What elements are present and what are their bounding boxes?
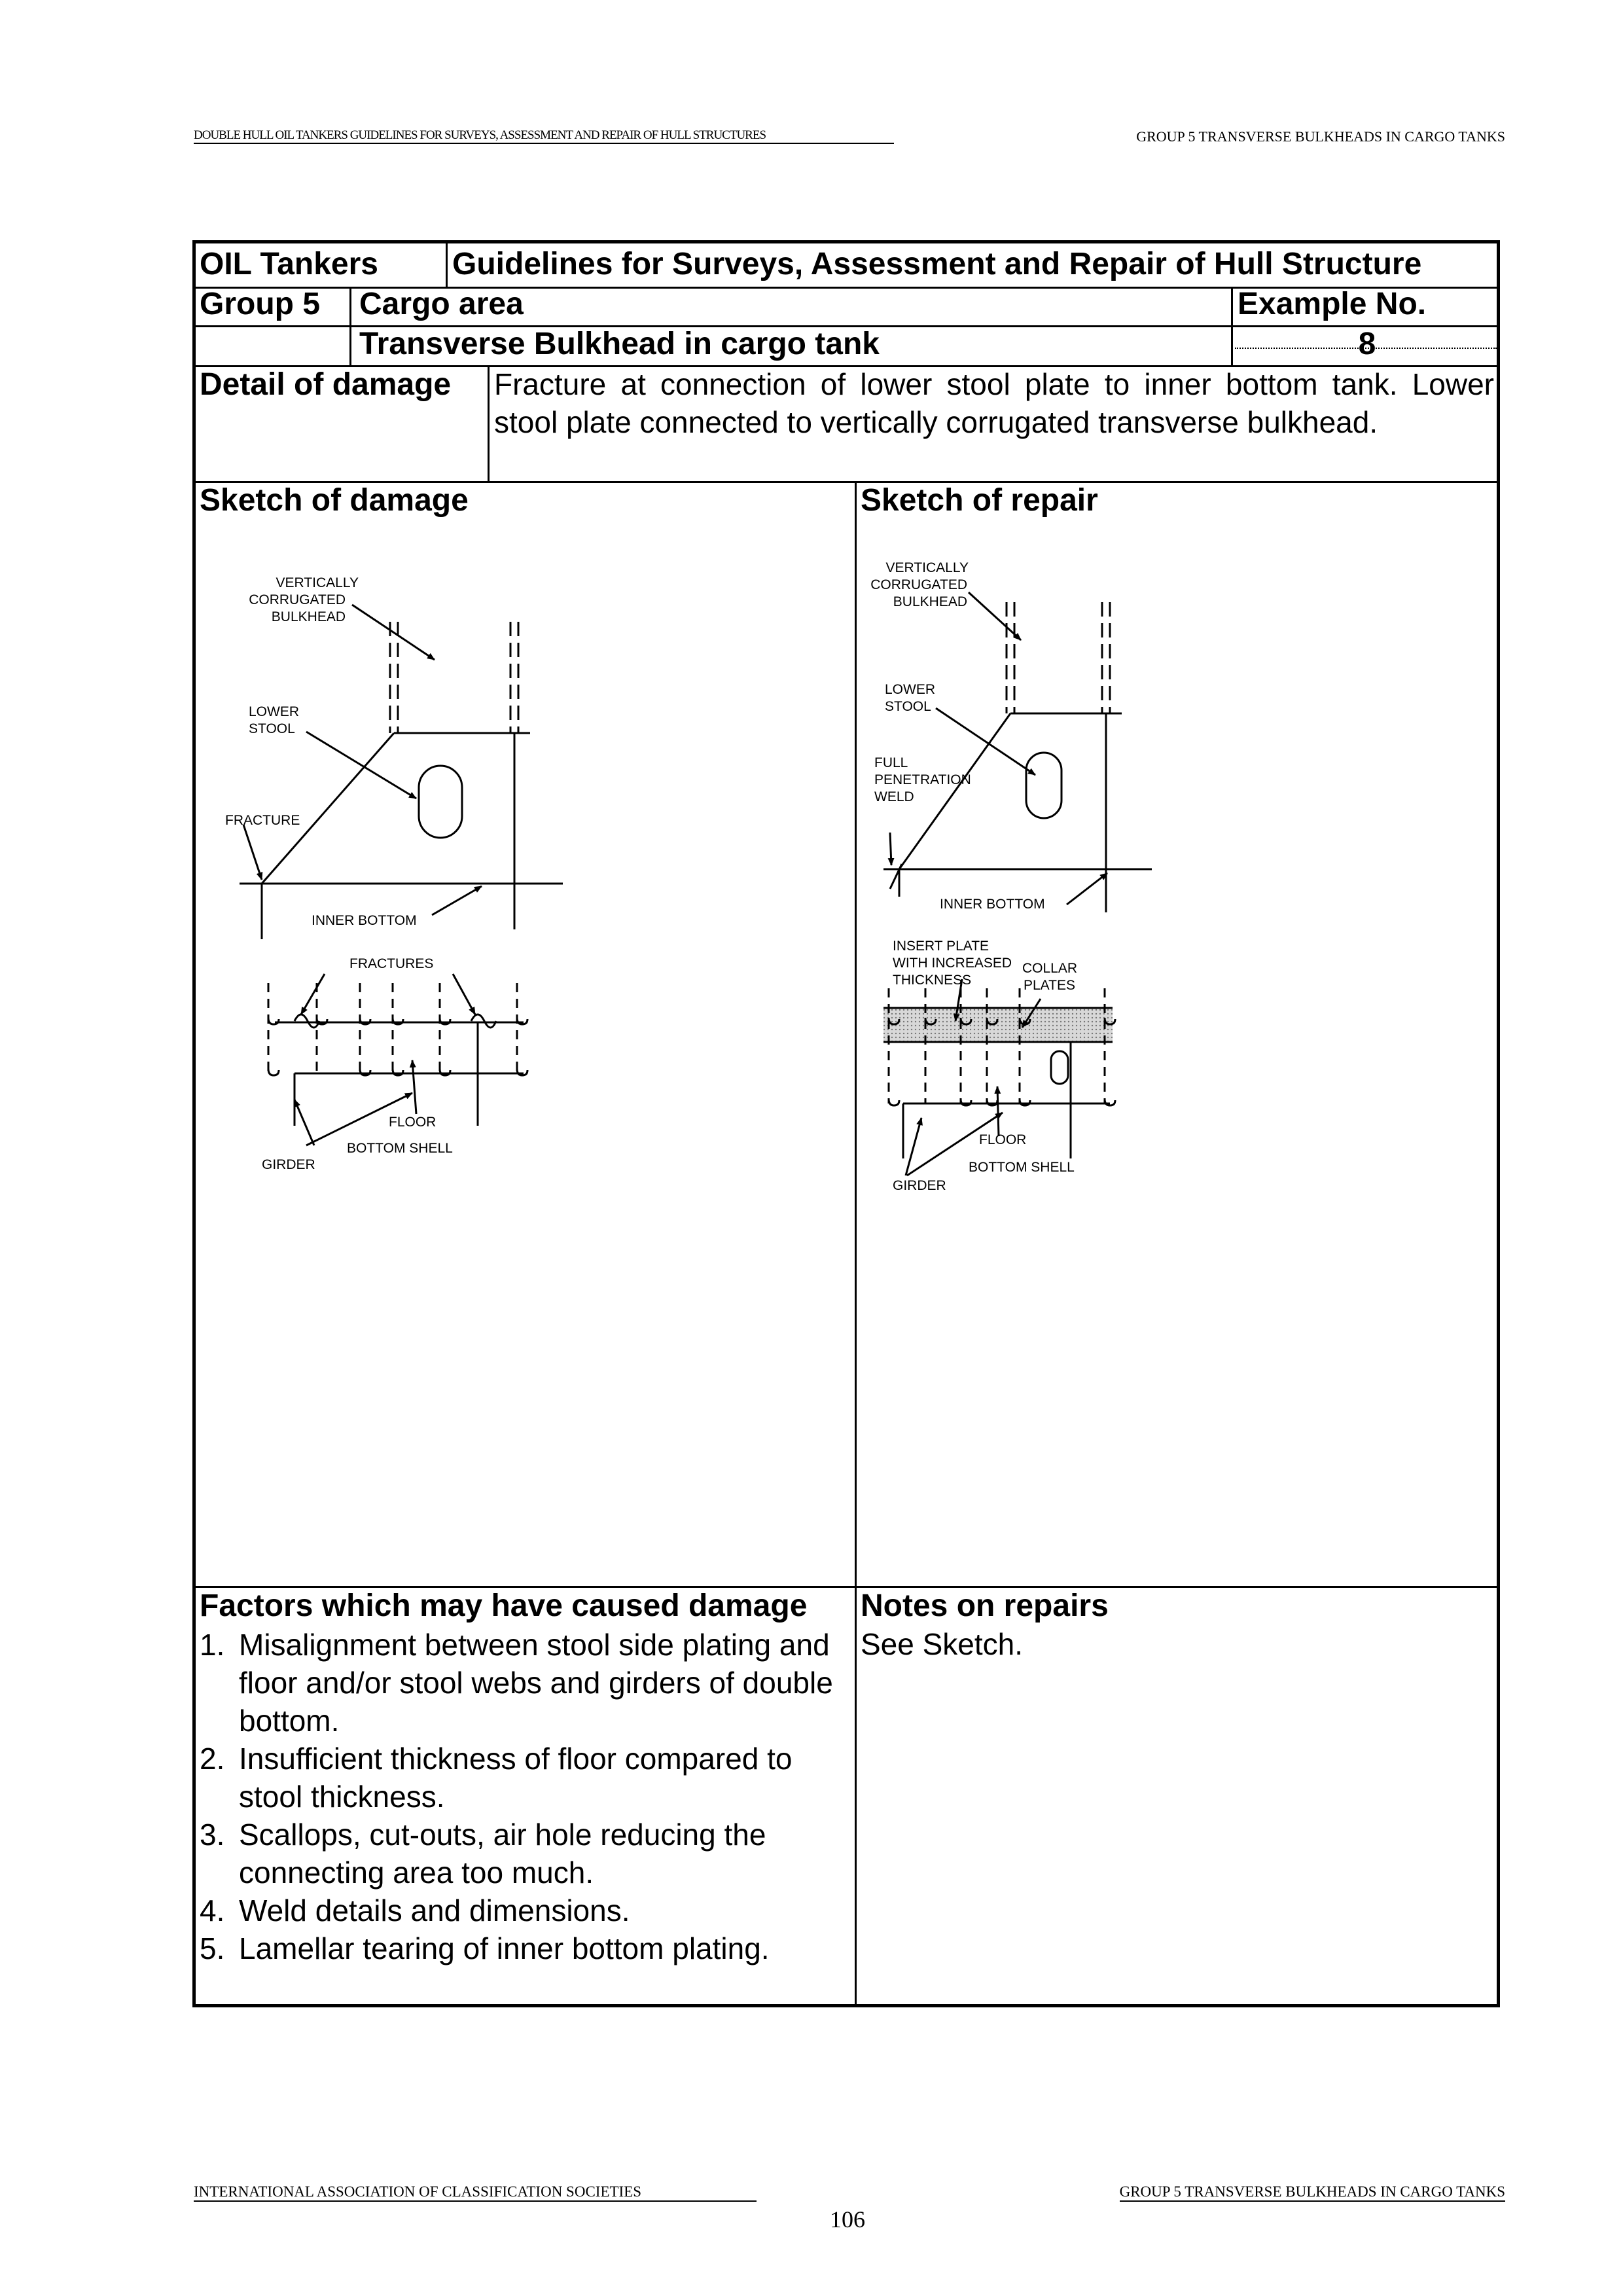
label-bottom-shell: BOTTOM SHELL [347,1141,453,1156]
label-floor: FLOOR [389,1115,437,1130]
factor-item: 2. Insufficient thickness of floor compared to stool thickness. [200,1742,793,1814]
label-inner-bottom: INNER BOTTOM [312,913,417,928]
label-fracture: FRACTURE [225,813,300,828]
notes-on-repairs-label: Notes on repairs [861,1588,1109,1623]
label-girder: GIRDER [262,1157,315,1172]
detail-of-damage-label: Detail of damage [200,367,452,402]
label-collar-1: COLLAR [1022,961,1078,976]
cargo-area-label: Cargo area [359,287,524,321]
label-insert-plate-2: WITH INCREASED [893,956,1012,971]
running-footer-right: GROUP 5 TRANSVERSE BULKHEADS IN CARGO TANKS [1120,2183,1505,2202]
example-no-label: Example No. [1238,287,1427,321]
label-bulkhead-1: VERTICALLY [885,560,969,575]
label-inner-bottom: INNER BOTTOM [940,897,1045,912]
label-collar-2: PLATES [1024,978,1075,993]
label-insert-plate-1: INSERT PLATE [893,939,990,954]
label-lower-stool-2: STOOL [249,721,295,736]
label-weld-1: FULL [874,755,908,770]
sketch-of-repair-label: Sketch of repair [861,483,1098,518]
detail-of-damage-text: Fracture at connection of lower stool plate to inner bottom tank. Lower stool plate connected to vertically corrugated transverse bulkhead. [494,367,1494,439]
subject-title: Transverse Bulkhead in cargo tank [359,327,880,361]
sketch-of-damage-label: Sketch of damage [200,483,469,518]
factors-label: Factors which may have caused damage [200,1588,808,1623]
page-number: 106 [830,2206,865,2233]
label-girder: GIRDER [893,1178,946,1193]
label-weld-2: PENETRATION [874,772,971,787]
label-bulkhead-3: BULKHEAD [271,609,346,624]
example-number: 8 [1358,327,1376,361]
label-bulkhead-2: CORRUGATED [249,592,346,607]
label-bulkhead-3: BULKHEAD [893,594,967,609]
label-bulkhead-2: CORRUGATED [870,577,967,592]
label-lower-stool-1: LOWER [249,704,300,719]
notes-on-repairs-text: See Sketch. [861,1627,1024,1661]
oil-tankers-label: OIL Tankers [200,247,378,281]
label-fractures: FRACTURES [349,956,434,971]
factors-list [200,1626,847,1967]
guidelines-title: Guidelines for Surveys, Assessment and Repair of Hull Structure [452,247,1422,281]
factor-item: 5. Lamellar tearing of inner bottom plating. [200,1931,770,1965]
label-floor: FLOOR [979,1132,1027,1147]
label-insert-plate-3: THICKNESS [893,973,972,988]
damage-sketch [196,556,563,1185]
running-footer-left: INTERNATIONAL ASSOCIATION OF CLASSIFICATION SOCIETIES [194,2183,757,2202]
label-bulkhead-1: VERTICALLY [276,575,359,590]
label-bottom-shell: BOTTOM SHELL [969,1160,1075,1175]
label-weld-3: WELD [874,789,914,804]
group-label: Group 5 [200,287,321,321]
label-lower-stool-1: LOWER [885,682,936,697]
factor-item: 1. Misalignment between stool side plating and floor and/or stool webs and girders of double bottom. [200,1628,833,1738]
running-header-right: GROUP 5 TRANSVERSE BULKHEADS IN CARGO TANKS [1136,128,1505,145]
repair-sketch [851,556,1152,1198]
label-lower-stool-2: STOOL [885,699,931,714]
factor-item: 3. Scallops, cut-outs, air hole reducing the connecting area too much. [200,1818,766,1890]
running-header-left: DOUBLE HULL OIL TANKERS GUIDELINES FOR SURVEYS, ASSESSMENT AND REPAIR OF HULL STRUCTURES [194,128,894,144]
factor-item: 4. Weld details and dimensions. [200,1893,630,1928]
